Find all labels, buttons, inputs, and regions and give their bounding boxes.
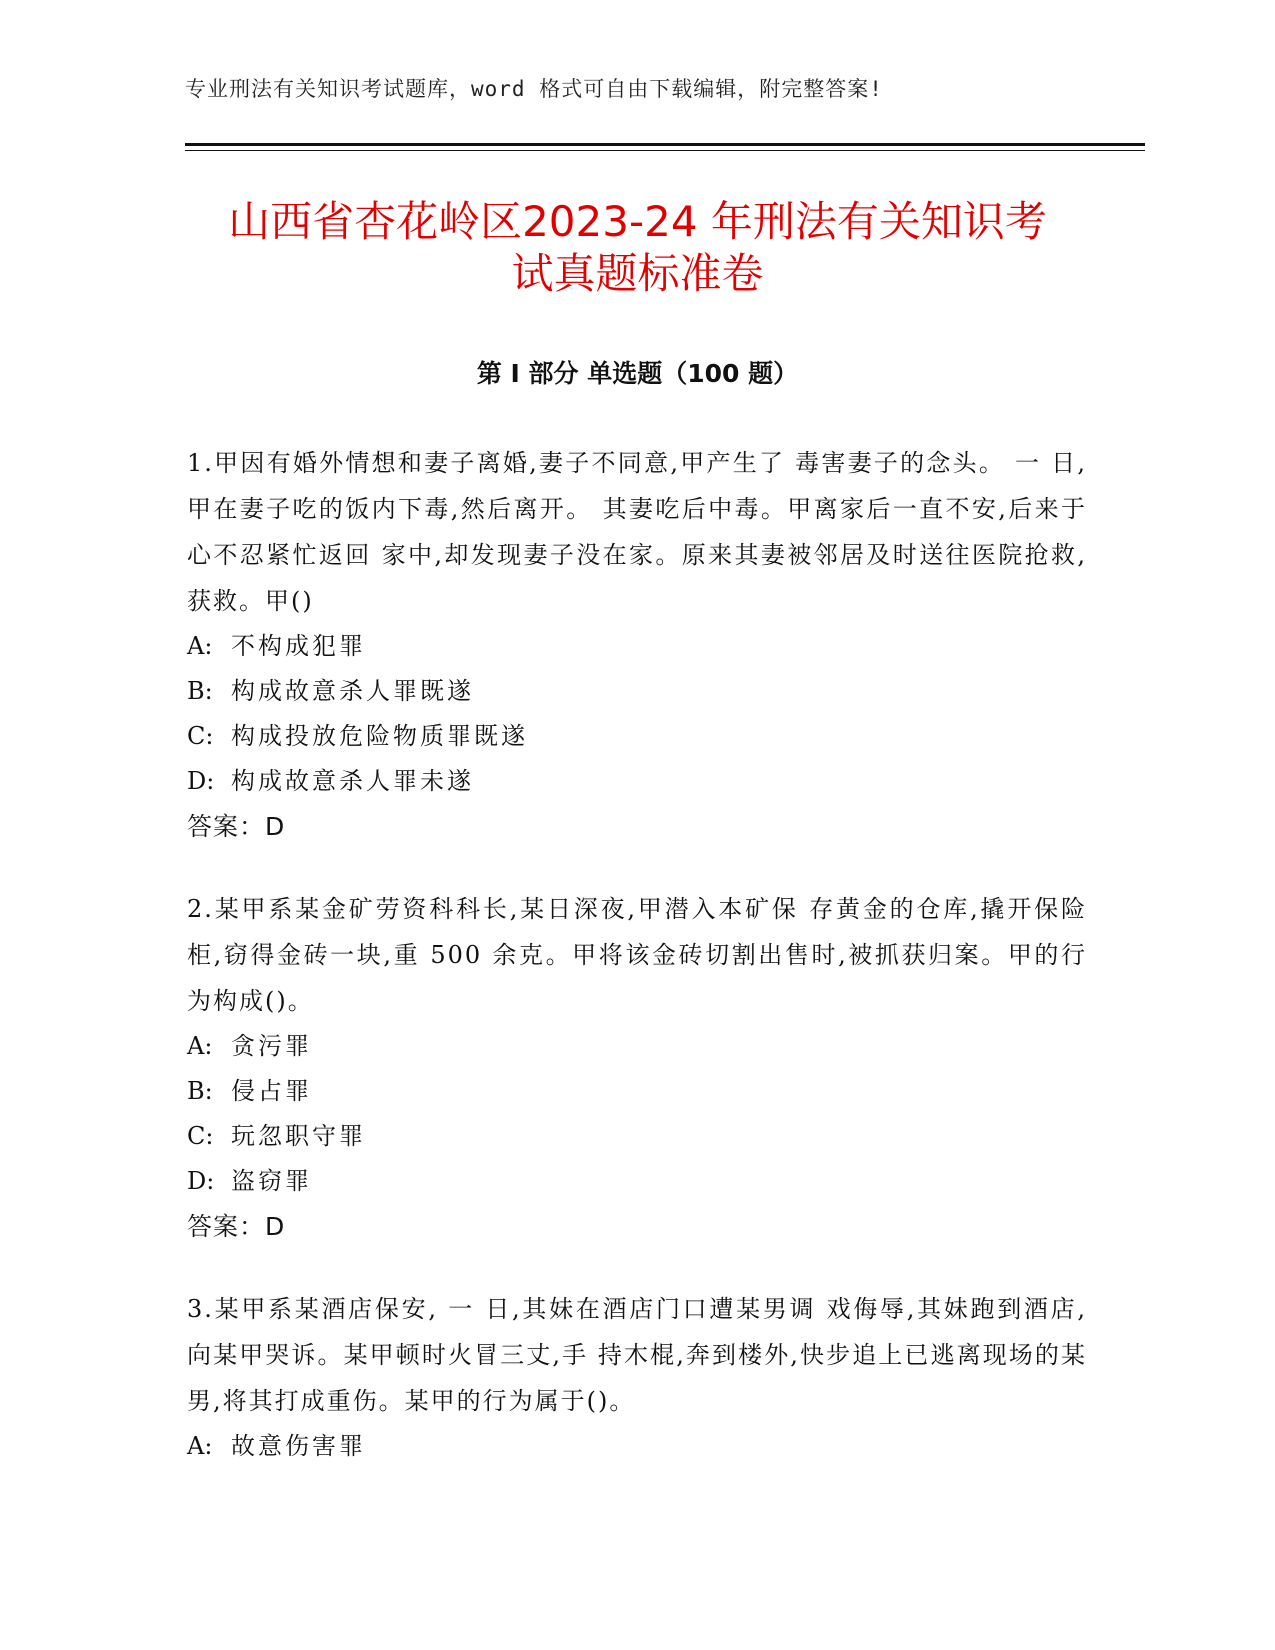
option-c — [187, 1114, 1087, 1159]
answer: 答案：D — [187, 812, 286, 841]
option-letter: D: — [187, 767, 215, 795]
option-text: 不构成犯罪 — [231, 632, 366, 660]
option-d — [187, 759, 1087, 804]
option-b — [187, 669, 1087, 714]
answer: 答案：D — [187, 1212, 286, 1241]
option-c — [187, 714, 1087, 759]
option-letter: C: — [187, 1122, 214, 1150]
option-letter: A: — [187, 1432, 213, 1460]
option-letter: D: — [187, 1167, 215, 1195]
document-title-line-1: 山西省杏花岭区2023-24 年刑法有关知识考 — [228, 197, 1047, 246]
section-heading: 第 I 部分 单选题（100 题） — [476, 359, 799, 388]
question-list — [187, 440, 1087, 1505]
option-text: 盗窃罪 — [231, 1167, 312, 1195]
option-b — [187, 1069, 1087, 1114]
header-note: 专业刑法有关知识考试题库，word 格式可自由下载编辑，附完整答案! — [185, 77, 883, 101]
header-rule-thin — [185, 150, 1145, 151]
option-text: 构成故意杀人罪未遂 — [231, 767, 474, 795]
question-1 — [187, 440, 1087, 850]
question-stem: 3.某甲系某酒店保安, 一 日,其妹在酒店门口遭某男调 戏侮辱,其妹跑到酒店,向某甲哭诉。某甲顿时火冒三丈,手 持木棍,奔到楼外,快步追上已逃离现场的某男,将其打成重伤。某甲的行为属于()。 — [187, 1295, 1087, 1415]
question-2 — [187, 886, 1087, 1250]
header-rule-thick — [185, 143, 1145, 146]
option-text: 故意伤害罪 — [231, 1432, 366, 1460]
question-stem: 2.某甲系某金矿劳资科科长,某日深夜,甲潜入本矿保 存黄金的仓库,撬开保险柜,窃得金砖一块,重 500 余克。甲将该金砖切割出售时,被抓获归案。甲的行为构成()。 — [187, 895, 1087, 1015]
option-a — [187, 624, 1087, 669]
option-letter: B: — [187, 677, 213, 705]
option-letter: C: — [187, 722, 214, 750]
option-text: 贪污罪 — [231, 1032, 312, 1060]
document-title-line-2: 试真题标准卷 — [511, 249, 764, 298]
option-text: 构成故意杀人罪既遂 — [231, 677, 474, 705]
option-text: 玩忽职守罪 — [231, 1122, 366, 1150]
option-letter: B: — [187, 1077, 213, 1105]
option-a — [187, 1024, 1087, 1069]
option-text: 侵占罪 — [231, 1077, 312, 1105]
question-stem: 1.甲因有婚外情想和妻子离婚,妻子不同意,甲产生了 毒害妻子的念头。 一 日,甲在妻子吃的饭内下毒,然后离开。 其妻吃后中毒。甲离家后一直不安,后来于心不忍紧忙返回 家中,却发现妻子没在家。原来其妻被邻居及时送往医院抢救,获救。甲() — [187, 449, 1087, 615]
option-letter: A: — [187, 632, 213, 660]
document-title — [160, 196, 1115, 300]
option-a — [187, 1424, 1087, 1469]
option-letter: A: — [187, 1032, 213, 1060]
option-d — [187, 1159, 1087, 1204]
option-text: 构成投放危险物质罪既遂 — [231, 722, 528, 750]
question-3 — [187, 1286, 1087, 1469]
